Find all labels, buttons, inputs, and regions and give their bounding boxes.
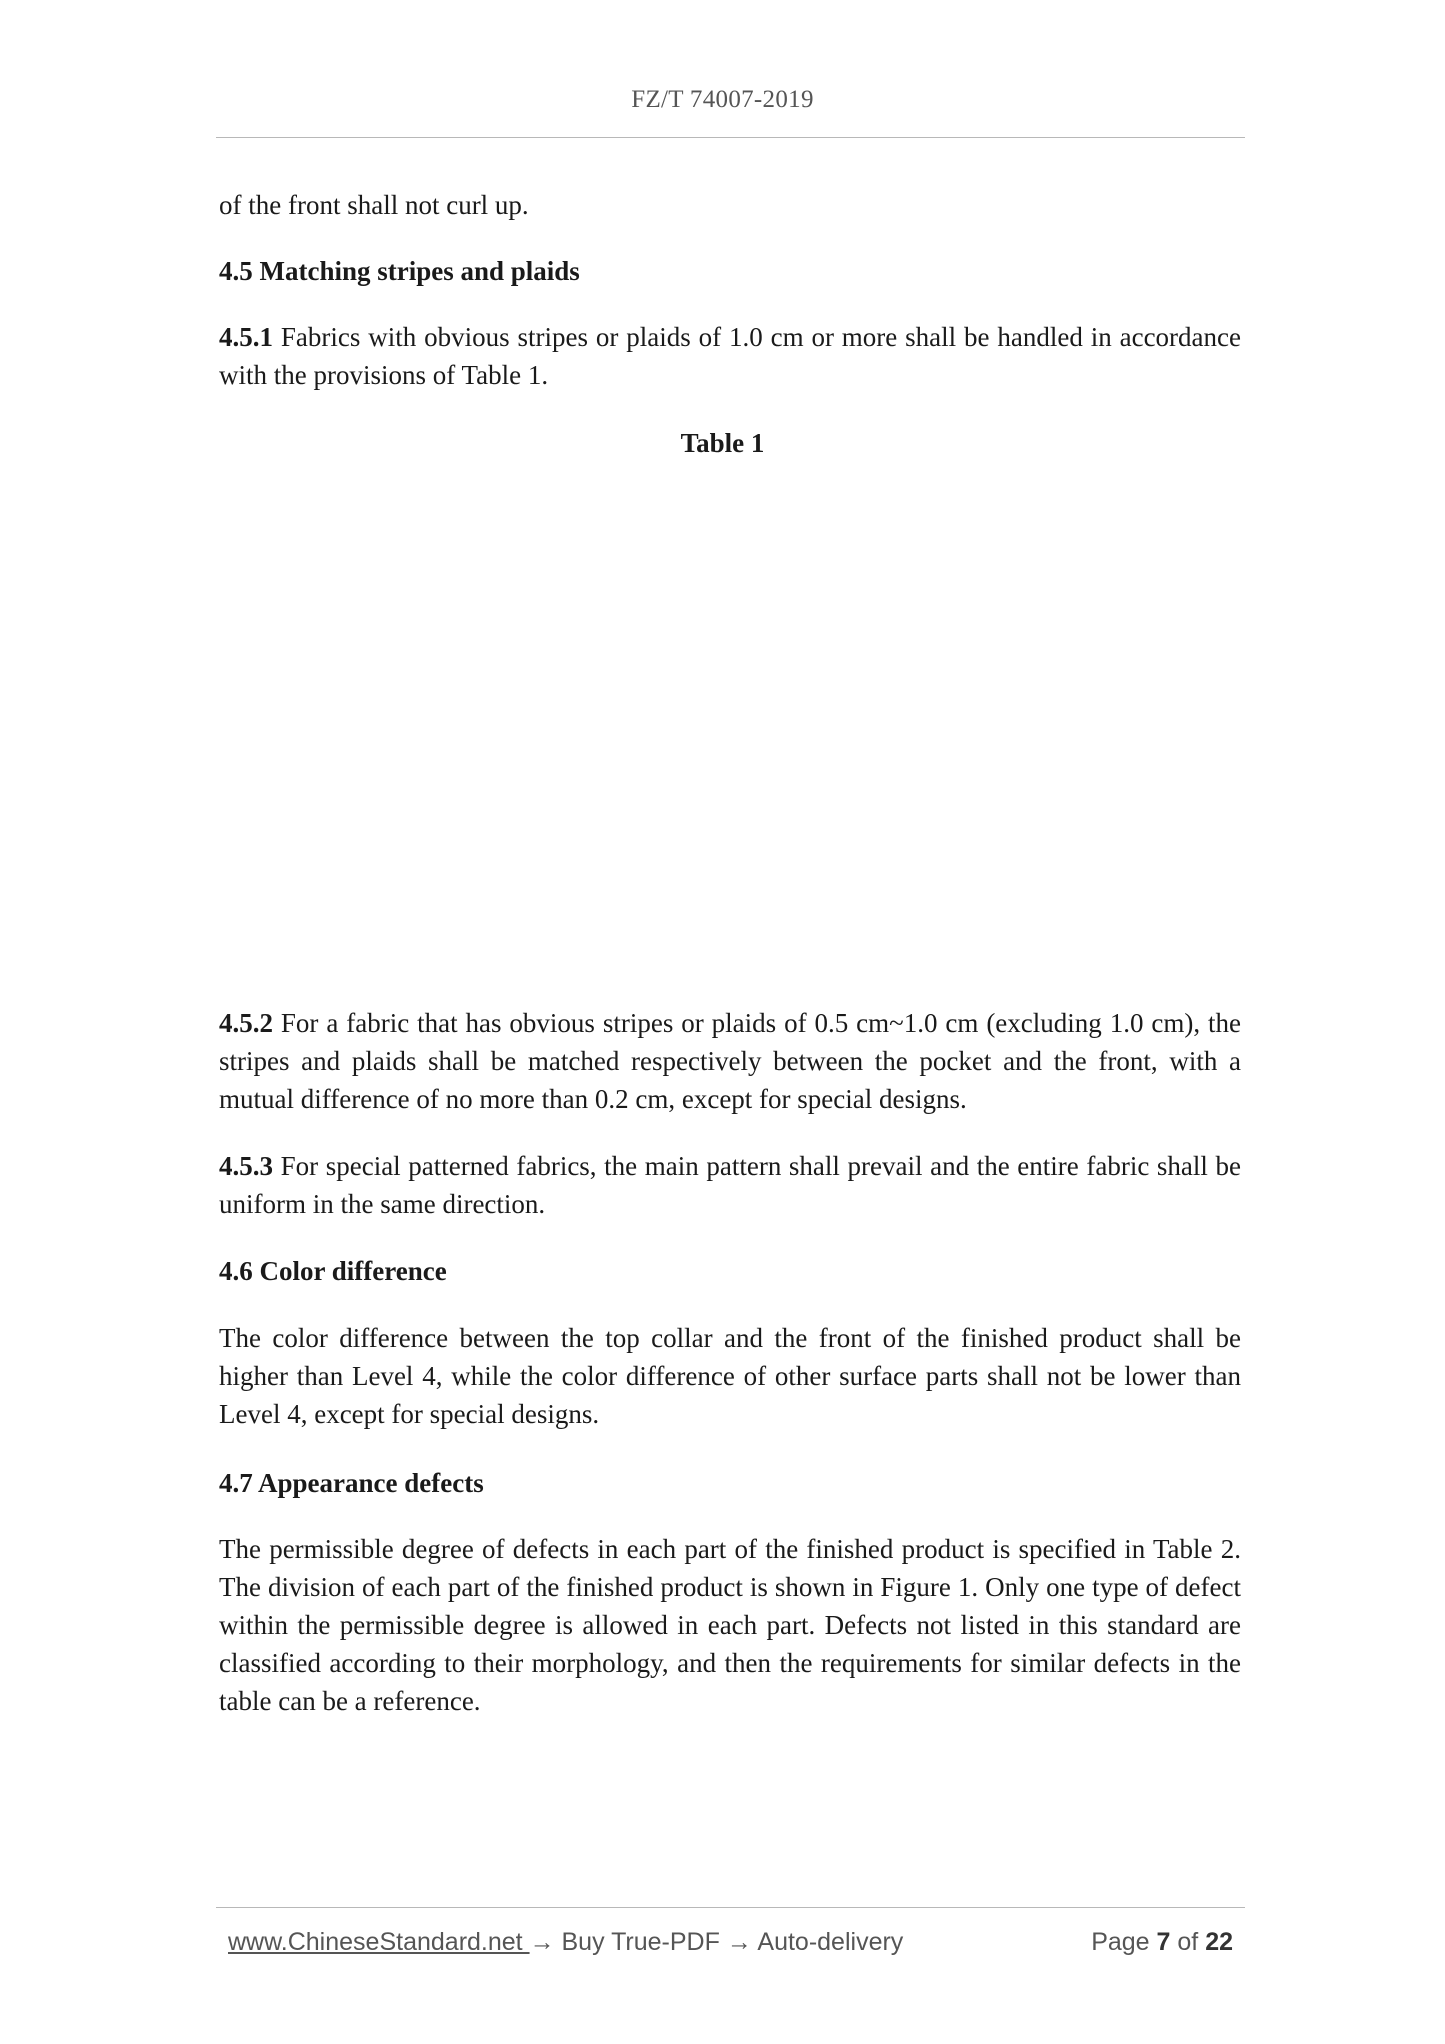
- clause-number: 4.5.1: [219, 322, 273, 352]
- arrow-right-icon: →: [726, 1928, 752, 1956]
- page-label: Page: [1091, 1928, 1157, 1956]
- clause-number: 4.5.2: [219, 1008, 273, 1038]
- paragraph-4-5-1: [219, 318, 1241, 394]
- footer-divider: [216, 1907, 1245, 1908]
- clause-text: For a fabric that has obvious stripes or plaids of 0.5 cm~1.0 cm (excluding 1.0 cm), the stripes and plaids shall be matched respectively between the pocket and the front, with a mutual difference of no more than 0.2 cm, except for special designs.: [219, 1008, 1241, 1114]
- of-label: of: [1170, 1928, 1206, 1956]
- site-link[interactable]: www.ChineseStandard.net: [228, 1928, 530, 1956]
- header-divider: [216, 137, 1245, 138]
- table-title: Table 1: [680, 428, 765, 458]
- paragraph-4-5-2: [219, 1004, 1241, 1118]
- buy-text: Buy True-PDF: [554, 1928, 727, 1956]
- delivery-text: Auto-delivery: [751, 1928, 904, 1956]
- page-total: 22: [1205, 1928, 1233, 1956]
- clause-text: Fabrics with obvious stripes or plaids of 1.0 cm or more shall be handled in accordance with the provisions of Table 1.: [219, 322, 1241, 390]
- page-current: 7: [1156, 1928, 1171, 1956]
- footer-promo: [228, 1925, 903, 1959]
- paragraph-4-6: The color difference between the top collar and the front of the finished product shall be higher than Level 4, while the color difference of other surface parts shall not be lower than Level 4, except for special designs.: [219, 1323, 1241, 1429]
- arrow-right-icon: →: [529, 1928, 555, 1956]
- section-heading-4-5: 4.5 Matching stripes and plaids: [219, 256, 580, 286]
- paragraph-4-7: The permissible degree of defects in each part of the finished product is specified in Table 2. The division of each part of the finished product is shown in Figure 1. Only one type of defect within the permissible degree is allowed in each part. Defects not listed in this standard are classified according to their morphology, and then the requirements for similar defects in the table can be a reference.: [219, 1534, 1241, 1716]
- section-heading-4-7: 4.7 Appearance defects: [219, 1468, 484, 1498]
- clause-number: 4.5.3: [219, 1151, 273, 1181]
- section-heading-4-6: 4.6 Color difference: [219, 1256, 447, 1286]
- paragraph-4-5-3: [219, 1147, 1241, 1223]
- document-code: FZ/T 74007-2019: [631, 86, 814, 113]
- paragraph-continued: of the front shall not curl up.: [219, 190, 529, 220]
- clause-text: For special patterned fabrics, the main pattern shall prevail and the entire fabric shall be uniform in the same direction.: [219, 1151, 1241, 1219]
- page-indicator: [1091, 1925, 1233, 1959]
